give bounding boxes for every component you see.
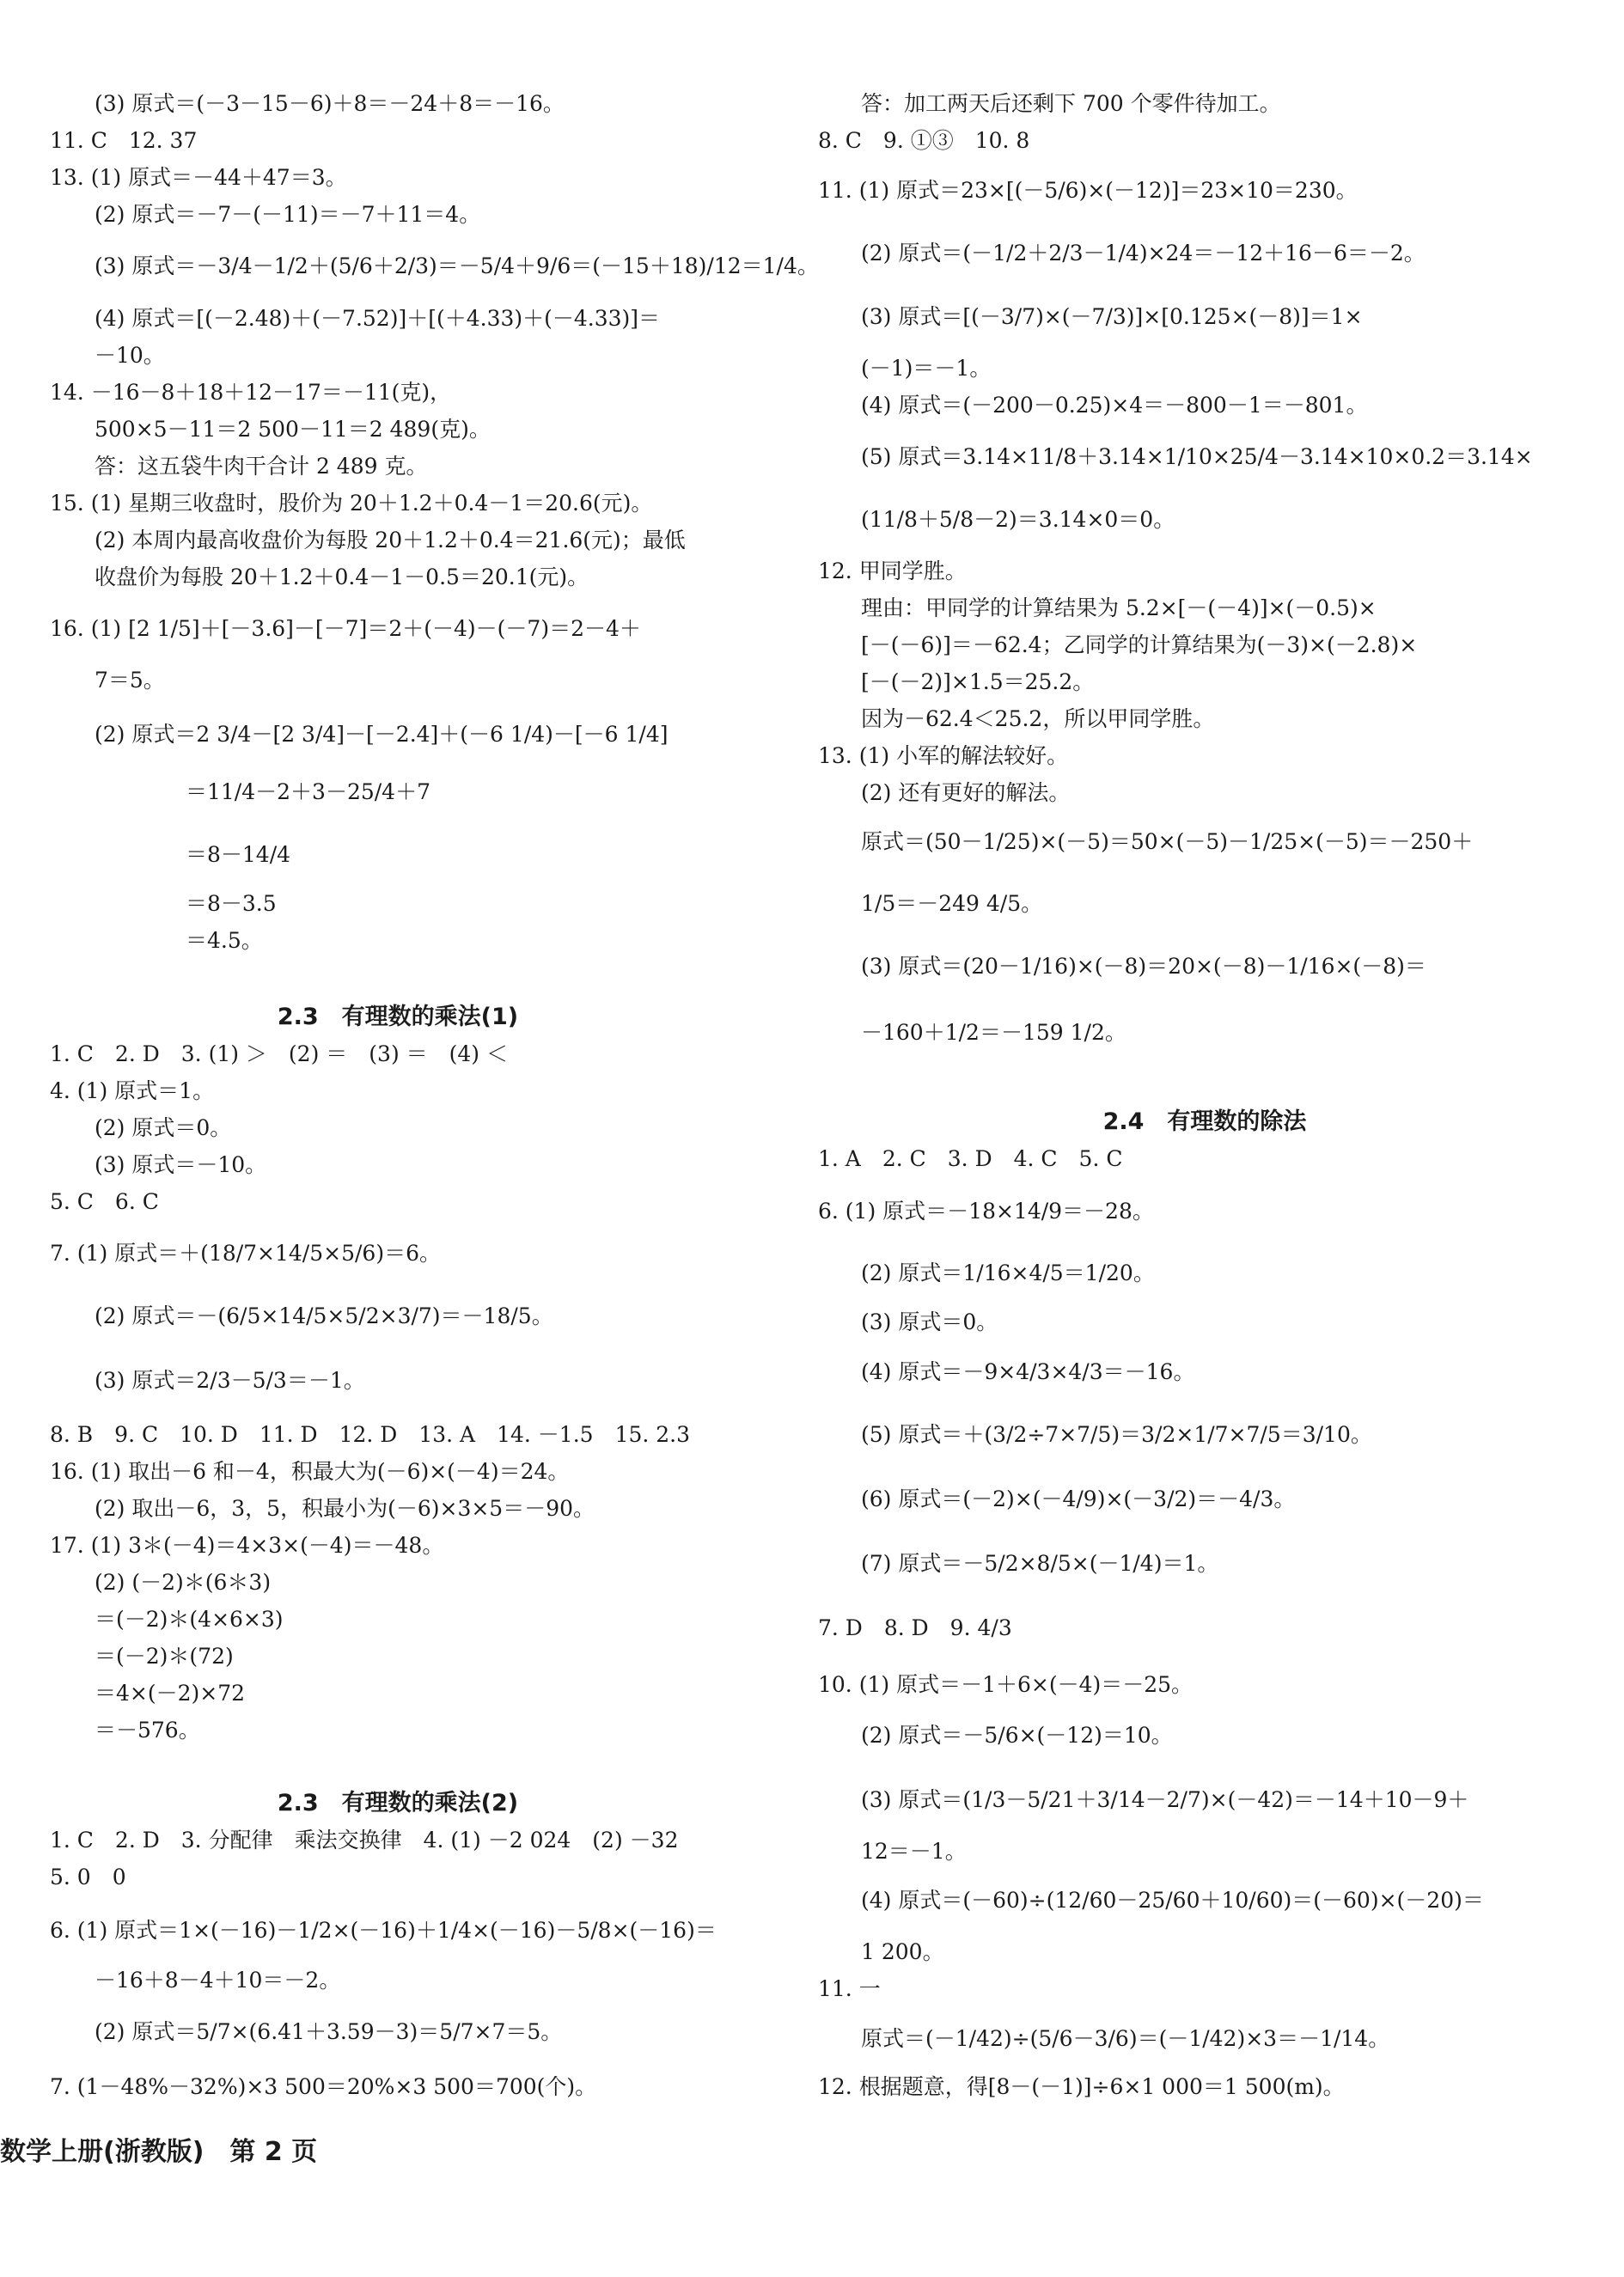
right-answer-line: 原式＝(－1/42)÷(5/6－3/6)＝(－1/42)×3＝－1/14。 (861, 2026, 1390, 2051)
right-answer-line: 11. 一 (818, 1976, 881, 2001)
left-answer-line: 答：这五袋牛肉干合计 2 489 克。 (95, 454, 428, 479)
right-answer-line: (2) 原式＝－5/6×(－12)＝10。 (861, 1723, 1173, 1748)
left-answer-line: 17. (1) 3＊(－4)＝4×3×(－4)＝－48。 (50, 1533, 444, 1558)
left-answer-line: (3) 原式＝－3/4－1/2＋(5/6＋2/3)＝－5/4＋9/6＝(－15＋18)/12＝1/4。 (95, 253, 819, 278)
right-answer-line: (3) 原式＝0。 (861, 1309, 998, 1334)
right-answer-line: (4) 原式＝(－60)÷(12/60－25/60＋10/60)＝(－60)×(－20)＝ (861, 1888, 1484, 1913)
right-answer-line: (7) 原式＝－5/2×8/5×(－1/4)＝1。 (861, 1551, 1219, 1576)
left-answer-line: (2) 本周内最高收盘价为每股 20＋1.2＋0.4＝21.6(元)；最低 (95, 528, 686, 552)
left-answer-line: ＝4.5。 (186, 928, 263, 953)
right-answer-line: (5) 原式＝3.14×11/8＋3.14×1/10×25/4－3.14×10×0.2＝3.14× (861, 444, 1533, 469)
right-answer-line: 1/5＝－249 4/5。 (861, 891, 1043, 916)
left-answer-line: 5. 0 0 (50, 1865, 126, 1889)
left-answer-line: 16. (1) [2 1/5]＋[－3.6]－[－7]＝2＋(－4)－(－7)＝2－4＋ (50, 616, 641, 641)
left-answer-line: ＝8－3.5 (186, 891, 277, 916)
left-answer-line: (3) 原式＝－10。 (95, 1152, 267, 1177)
left-answer-line: 4. (1) 原式＝1。 (50, 1078, 215, 1103)
left-answer-line: 5. C 6. C (50, 1189, 159, 1214)
right-answer-line: 答：加工两天后还剩下 700 个零件待加工。 (861, 91, 1281, 116)
left-answer-line: 1. C 2. D 3. (1) ＞ (2) ＝ (3) ＝ (4) ＜ (50, 1041, 509, 1066)
right-answer-line: 6. (1) 原式＝－18×14/9＝－28。 (818, 1199, 1154, 1224)
left-answer-line: ＝4×(－2)×72 (95, 1681, 246, 1706)
right-answer-line: 12. 甲同学胜。 (818, 559, 967, 583)
right-answer-line: 原式＝(50－1/25)×(－5)＝50×(－5)－1/25×(－5)＝－250＋ (861, 829, 1474, 854)
left-answer-line: (3) 原式＝(－3－15－6)＋8＝－24＋8＝－16。 (95, 91, 565, 116)
right-answer-line: (4) 原式＝(－200－0.25)×4＝－800－1＝－801。 (861, 393, 1368, 418)
right-answer-line: [－(－2)]×1.5＝25.2。 (861, 669, 1095, 694)
right-answer-line: (2) 原式＝1/16×4/5＝1/20。 (861, 1261, 1155, 1285)
right-answer-line: (11/8＋5/8－2)＝3.14×0＝0。 (861, 507, 1175, 532)
right-answer-line: 12＝－1。 (861, 1839, 967, 1864)
left-answer-line: (2) (－2)＊(6＊3) (95, 1570, 272, 1595)
right-answer-line: (－1)＝－1。 (861, 356, 992, 381)
right-answer-line: 11. (1) 原式＝23×[(－5/6)×(－12)]＝23×10＝230。 (818, 178, 1358, 203)
right-answer-line: 13. (1) 小军的解法较好。 (818, 743, 1069, 768)
left-answer-line: (2) 原式＝－7－(－11)＝－7＋11＝4。 (95, 202, 481, 227)
left-answer-line: 11. C 12. 37 (50, 128, 198, 153)
left-answer-line: (2) 原式＝－(6/5×14/5×5/2×3/7)＝－18/5。 (95, 1303, 553, 1328)
left-answer-line: (2) 原式＝5/7×(6.41＋3.59－3)＝5/7×7＝5。 (95, 2019, 563, 2044)
left-answer-line: 16. (1) 取出－6 和－4，积最大为(－6)×(－4)＝24。 (50, 1459, 570, 1484)
right-answer-line: 因为－62.4＜25.2，所以甲同学胜。 (861, 706, 1215, 731)
left-answer-line: (2) 取出－6，3，5，积最小为(－6)×3×5＝－90。 (95, 1496, 595, 1521)
left-answer-line: 6. (1) 原式＝1×(－16)－1/2×(－16)＋1/4×(－16)－5/8×(－16)＝ (50, 1918, 717, 1943)
left-answer-line: 14. －16－8＋18＋12－17＝－11(克)， (50, 380, 452, 405)
left-answer-line: 13. (1) 原式＝－44＋47＝3。 (50, 165, 347, 190)
right-answer-line: 理由：甲同学的计算结果为 5.2×[－(－4)]×(－0.5)× (861, 595, 1377, 620)
left-answer-line: －10。 (95, 343, 165, 368)
right-answer-line: 1. A 2. C 3. D 4. C 5. C (818, 1146, 1123, 1171)
right-answer-line: (6) 原式＝(－2)×(－4/9)×(－3/2)＝－4/3。 (861, 1486, 1296, 1511)
left-answer-line: (4) 原式＝[(－2.48)＋(－7.52)]＋[(＋4.33)＋(－4.33)]＝ (95, 306, 661, 331)
left-answer-line: 500×5－11＝2 500－11＝2 489(克)。 (95, 417, 491, 442)
left-answer-line: 1. C 2. D 3. 分配律 乘法交换律 4. (1) －2 024 (2) －32 (50, 1828, 679, 1853)
right-answer-line: (5) 原式＝＋(3/2÷7×7/5)＝3/2×1/7×7/5＝3/10。 (861, 1422, 1372, 1447)
right-answer-line: (2) 还有更好的解法。 (861, 780, 1071, 805)
left-answer-line: ＝(－2)＊(72) (95, 1644, 234, 1669)
left-section-title: 2.3 有理数的乘法(1) (277, 1004, 519, 1030)
right-answer-line: (3) 原式＝(20－1/16)×(－8)＝20×(－8)－1/16×(－8)＝ (861, 954, 1426, 979)
page-footer: 数学上册(浙教版) 第 2 页 (0, 2137, 318, 2167)
right-answer-line: 12. 根据题意，得[8－(－1)]÷6×1 000＝1 500(m)。 (818, 2074, 1345, 2099)
right-answer-line: 8. C 9. ①③ 10. 8 (818, 128, 1030, 153)
right-answer-line: 7. D 8. D 9. 4/3 (818, 1615, 1012, 1640)
left-answer-line: (2) 原式＝2 3/4－[2 3/4]－[－2.4]＋(－6 1/4)－[－6 1/4] (95, 722, 669, 747)
right-answer-line: 1 200。 (861, 1939, 944, 1964)
right-answer-line: －160＋1/2＝－159 1/2。 (861, 1020, 1126, 1045)
left-answer-line: ＝8－14/4 (186, 842, 291, 867)
right-answer-line: (2) 原式＝(－1/2＋2/3－1/4)×24＝－12＋16－6＝－2。 (861, 241, 1426, 266)
right-answer-line: [－(－6)]＝－62.4；乙同学的计算结果为(－3)×(－2.8)× (861, 632, 1418, 657)
right-answer-line: (3) 原式＝(1/3－5/21＋3/14－2/7)×(－42)＝－14＋10－9＋ (861, 1787, 1469, 1812)
left-answer-line: ＝(－2)＊(4×6×3) (95, 1607, 284, 1632)
left-answer-line: ＝11/4－2＋3－25/4＋7 (186, 779, 430, 804)
left-answer-line: 7. (1－48%－32%)×3 500＝20%×3 500＝700(个)。 (50, 2074, 597, 2099)
left-answer-line: 收盘价为每股 20＋1.2＋0.4－1－0.5＝20.1(元)。 (95, 565, 589, 589)
left-answer-line: 7. (1) 原式＝＋(18/7×14/5×5/6)＝6。 (50, 1241, 441, 1266)
left-answer-line: 15. (1) 星期三收盘时，股价为 20＋1.2＋0.4－1＝20.6(元)。 (50, 491, 653, 516)
left-section-title: 2.3 有理数的乘法(2) (277, 1790, 519, 1816)
right-answer-line: 10. (1) 原式＝－1＋6×(－4)＝－25。 (818, 1672, 1194, 1697)
right-answer-line: (3) 原式＝[(－3/7)×(－7/3)]×[0.125×(－8)]＝1× (861, 304, 1363, 329)
left-answer-line: 8. B 9. C 10. D 11. D 12. D 13. A 14. －1.5 15. 2.3 (50, 1422, 691, 1447)
left-answer-line: 7＝5。 (95, 668, 165, 693)
right-section-title: 2.4 有理数的除法 (1102, 1108, 1307, 1135)
right-answer-line: (4) 原式＝－9×4/3×4/3＝－16。 (861, 1359, 1195, 1384)
left-answer-line: (2) 原式＝0。 (95, 1115, 232, 1140)
left-answer-line: (3) 原式＝2/3－5/3＝－1。 (95, 1368, 365, 1393)
left-answer-line: ＝－576。 (95, 1718, 200, 1743)
left-answer-line: －16＋8－4＋10＝－2。 (95, 1968, 341, 1993)
